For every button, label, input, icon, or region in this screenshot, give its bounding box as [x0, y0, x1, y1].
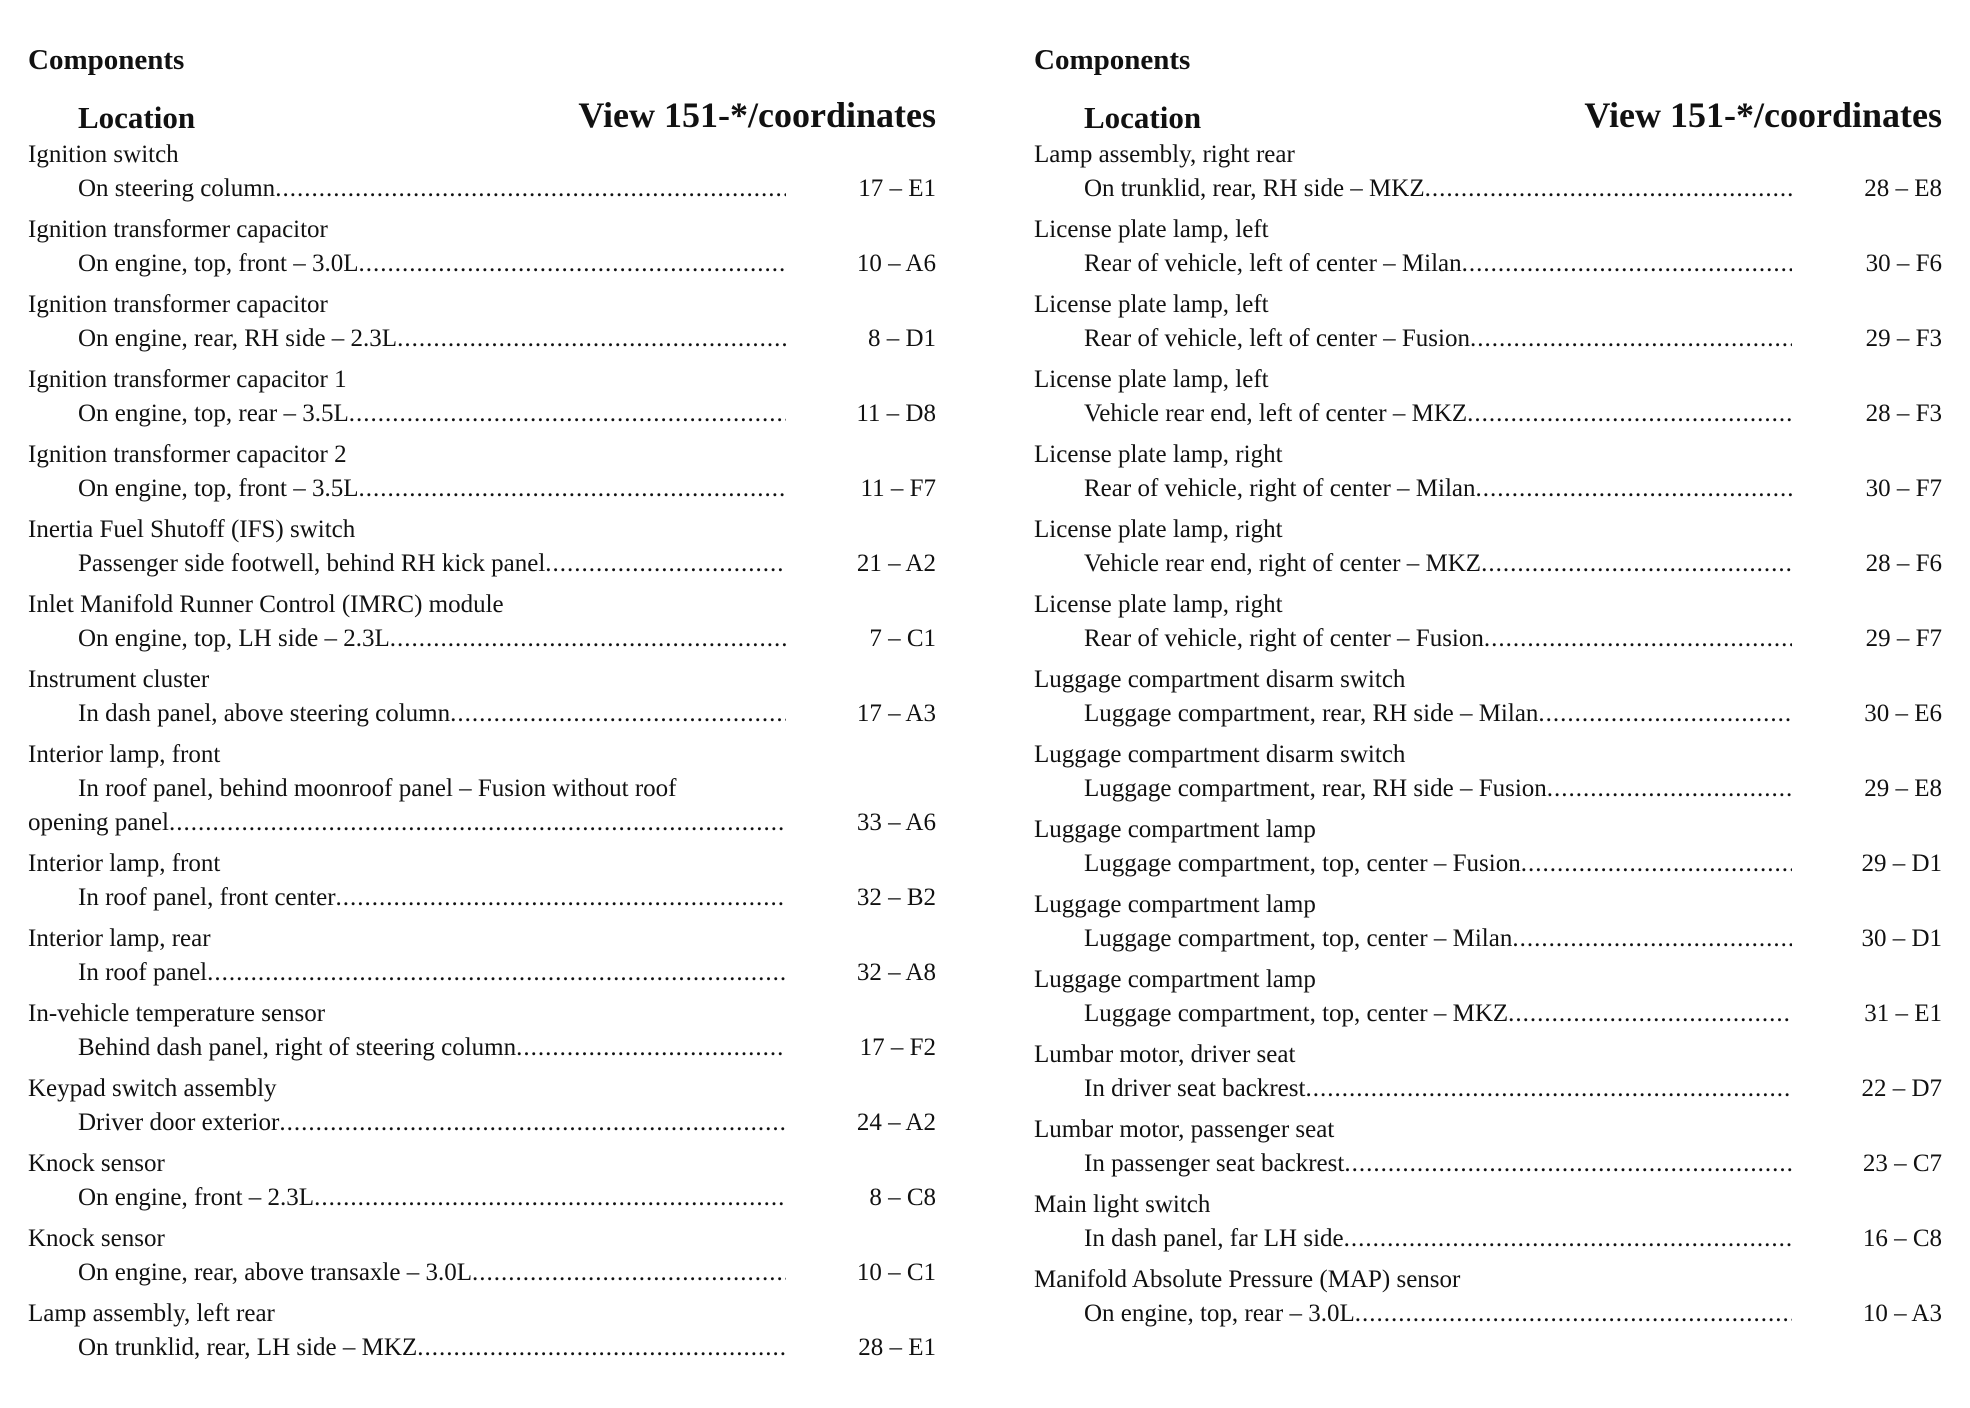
view-coordinate: 30 – D1 [1861, 925, 1942, 952]
component-name: Instrument cluster [28, 666, 210, 693]
component-name: Ignition transformer capacitor 2 [28, 441, 347, 468]
component-entry [1034, 138, 1942, 206]
location-row [1034, 322, 1942, 356]
component-entry [1034, 1263, 1942, 1331]
location-detail: In dash panel, far LH side ..... [1034, 1222, 1792, 1256]
view-coordinate: 10 – A3 [1862, 1300, 1942, 1327]
component-name: Ignition transformer capacitor [28, 216, 328, 243]
location-detail: On engine, top, front – 3.0L ..... [28, 247, 786, 281]
location-detail-line-1: In roof panel, behind moonroof panel – Fusion without roof [78, 775, 677, 802]
entry-list-right [1034, 138, 1942, 1331]
view-coordinate: 32 – A8 [856, 959, 936, 986]
location-detail: On engine, front – 2.3L ..... [28, 1181, 786, 1215]
component-name: Lamp assembly, right rear [1034, 141, 1295, 168]
view-coordinate: 22 – D7 [1861, 1075, 1942, 1102]
component-name: Ignition transformer capacitor 1 [28, 366, 347, 393]
location-row [28, 322, 936, 356]
component-entry [28, 438, 936, 506]
component-name: License plate lamp, left [1034, 216, 1269, 243]
location-detail: In passenger seat backrest ..... [1034, 1147, 1792, 1181]
component-name: In-vehicle temperature sensor [28, 1000, 326, 1027]
components-title: Components [28, 44, 185, 76]
location-row [1034, 997, 1942, 1031]
location-row [28, 772, 936, 840]
location-detail: In driver seat backrest ..... [1034, 1072, 1792, 1106]
component-name: Knock sensor [28, 1150, 165, 1177]
location-row [28, 1331, 936, 1365]
view-coordinate: 16 – C8 [1862, 1225, 1942, 1252]
view-coordinate: 32 – B2 [856, 884, 936, 911]
view-coordinate: 28 – E8 [1864, 175, 1942, 202]
location-detail: On engine, top, front – 3.5L ..... [28, 472, 786, 506]
component-name: License plate lamp, right [1034, 516, 1283, 543]
components-title: Components [1034, 44, 1191, 76]
location-row [1034, 1297, 1942, 1331]
component-name: License plate lamp, left [1034, 366, 1269, 393]
component-name: License plate lamp, right [1034, 591, 1283, 618]
component-name: Luggage compartment lamp [1034, 966, 1316, 993]
view-coordinates-header: View 151-*/coordinates [578, 95, 936, 135]
view-coordinate: 30 – F6 [1865, 250, 1942, 277]
component-name: Luggage compartment lamp [1034, 891, 1316, 918]
component-name: License plate lamp, left [1034, 291, 1269, 318]
component-entry [28, 663, 936, 731]
component-name: Inlet Manifold Runner Control (IMRC) module [28, 591, 504, 618]
location-row [1034, 472, 1942, 506]
component-name: Inertia Fuel Shutoff (IFS) switch [28, 516, 356, 543]
location-row [28, 881, 936, 915]
location-detail: On engine, top, rear – 3.5L ..... [28, 397, 786, 431]
view-coordinate: 11 – D8 [856, 400, 936, 427]
location-row [1034, 622, 1942, 656]
location-row [28, 697, 936, 731]
component-entry [1034, 588, 1942, 656]
component-name: Lumbar motor, driver seat [1034, 1041, 1296, 1068]
component-entry [1034, 288, 1942, 356]
location-detail: On trunklid, rear, LH side – MKZ ..... [28, 1331, 786, 1365]
location-detail-line-2: opening panel ..... [28, 806, 786, 840]
view-coordinate: 28 – F3 [1865, 400, 1942, 427]
location-row [28, 547, 936, 581]
location-row [28, 1031, 936, 1065]
location-detail: Luggage compartment, rear, RH side – Fusion ..... [1034, 772, 1792, 806]
component-name: Knock sensor [28, 1225, 165, 1252]
location-row [28, 472, 936, 506]
location-row [28, 956, 936, 990]
location-row [28, 622, 936, 656]
component-name: Luggage compartment disarm switch [1034, 741, 1406, 768]
location-detail: On steering column ..... [28, 172, 786, 206]
location-detail: Luggage compartment, rear, RH side – Milan ..... [1034, 697, 1792, 731]
component-name: License plate lamp, right [1034, 441, 1283, 468]
location-detail: Driver door exterior ..... [28, 1106, 786, 1140]
location-detail: On trunklid, rear, RH side – MKZ ..... [1034, 172, 1792, 206]
view-coordinate: 29 – D1 [1861, 850, 1942, 877]
location-detail-line-2-row [28, 806, 936, 840]
view-coordinate: 17 – A3 [856, 700, 936, 727]
component-entry [28, 1222, 936, 1290]
location-detail: Rear of vehicle, right of center – Milan ..... [1034, 472, 1792, 506]
location-detail: Luggage compartment, top, center – MKZ ..... [1034, 997, 1792, 1031]
view-coordinate: 29 – F7 [1865, 625, 1942, 652]
component-entry [28, 1072, 936, 1140]
view-coordinate: 8 – C8 [869, 1184, 936, 1211]
component-name: Interior lamp, rear [28, 925, 211, 952]
component-entry [28, 997, 936, 1065]
view-coordinate: 7 – C1 [869, 625, 936, 652]
component-name: Lumbar motor, passenger seat [1034, 1116, 1335, 1143]
location-header: Location [78, 100, 196, 135]
location-detail: On engine, rear, RH side – 2.3L ..... [28, 322, 786, 356]
location-detail: On engine, rear, above transaxle – 3.0L ..... [28, 1256, 786, 1290]
view-coordinate: 29 – F3 [1865, 325, 1942, 352]
component-entry [1034, 813, 1942, 881]
component-entry [28, 138, 936, 206]
location-detail: Behind dash panel, right of steering column ..... [28, 1031, 786, 1065]
view-coordinate: 24 – A2 [856, 1109, 936, 1136]
location-detail: In roof panel, front center ..... [28, 881, 786, 915]
component-entry [1034, 888, 1942, 956]
location-row [1034, 247, 1942, 281]
location-detail: Passenger side footwell, behind RH kick panel ..... [28, 547, 786, 581]
component-name: Interior lamp, front [28, 850, 221, 877]
component-entry [28, 588, 936, 656]
component-entry [28, 738, 936, 840]
column-header-row [1034, 80, 1942, 138]
view-coordinate: 23 – C7 [1862, 1150, 1942, 1177]
component-entry [1034, 738, 1942, 806]
location-row [1034, 847, 1942, 881]
component-name: Main light switch [1034, 1191, 1211, 1218]
location-row [28, 247, 936, 281]
location-row [1034, 772, 1942, 806]
view-coordinate: 30 – E6 [1864, 700, 1942, 727]
location-row [1034, 172, 1942, 206]
entry-list-left [28, 138, 936, 1365]
location-row [1034, 697, 1942, 731]
right-column [1034, 40, 1942, 1338]
component-entry [1034, 213, 1942, 281]
component-entry [28, 213, 936, 281]
location-detail: Rear of vehicle, right of center – Fusion ..... [1034, 622, 1792, 656]
component-entry [28, 1147, 936, 1215]
component-entry [1034, 1188, 1942, 1256]
view-coordinate: 10 – A6 [856, 250, 936, 277]
location-detail: In roof panel ..... [28, 956, 786, 990]
location-detail: Rear of vehicle, left of center – Milan ..... [1034, 247, 1792, 281]
component-entry [1034, 513, 1942, 581]
component-entry [1034, 963, 1942, 1031]
view-coordinate: 28 – E1 [858, 1334, 936, 1361]
component-entry [28, 847, 936, 915]
component-entry [1034, 1038, 1942, 1106]
location-detail: Vehicle rear end, right of center – MKZ ..... [1034, 547, 1792, 581]
location-row [28, 397, 936, 431]
component-name: Keypad switch assembly [28, 1075, 277, 1102]
view-coordinate: 10 – C1 [856, 1259, 936, 1286]
location-row [1034, 397, 1942, 431]
component-entry [28, 1297, 936, 1365]
component-name: Luggage compartment lamp [1034, 816, 1316, 843]
location-detail: Luggage compartment, top, center – Fusion ..... [1034, 847, 1792, 881]
component-name: Manifold Absolute Pressure (MAP) sensor [1034, 1266, 1461, 1293]
location-row [1034, 1147, 1942, 1181]
location-row [1034, 547, 1942, 581]
view-coordinate: 11 – F7 [860, 475, 936, 502]
location-header: Location [1084, 100, 1202, 135]
view-coordinate: 33 – A6 [856, 809, 936, 836]
component-entry [28, 922, 936, 990]
column-header-row [28, 80, 936, 138]
location-row [28, 1181, 936, 1215]
component-name: Luggage compartment disarm switch [1034, 666, 1406, 693]
view-coordinate: 29 – E8 [1864, 775, 1942, 802]
location-row [1034, 1072, 1942, 1106]
location-detail: Luggage compartment, top, center – Milan ..... [1034, 922, 1792, 956]
component-entry [28, 288, 936, 356]
view-coordinate: 8 – D1 [867, 325, 936, 352]
view-coordinates-header: View 151-*/coordinates [1584, 95, 1942, 135]
left-column [28, 40, 936, 1372]
location-detail: In dash panel, above steering column ..... [28, 697, 786, 731]
location-row [28, 1256, 936, 1290]
view-coordinate: 21 – A2 [856, 550, 936, 577]
component-entry [28, 363, 936, 431]
component-name: Interior lamp, front [28, 741, 221, 768]
location-row [1034, 922, 1942, 956]
view-coordinate: 28 – F6 [1865, 550, 1942, 577]
component-entry [28, 513, 936, 581]
view-coordinate: 30 – F7 [1865, 475, 1942, 502]
view-coordinate: 31 – E1 [1864, 1000, 1942, 1027]
component-entry [1034, 438, 1942, 506]
component-entry [1034, 663, 1942, 731]
view-coordinate: 17 – E1 [858, 175, 936, 202]
location-detail: Vehicle rear end, left of center – MKZ ..... [1034, 397, 1792, 431]
component-entry [1034, 1113, 1942, 1181]
location-detail: On engine, top, rear – 3.0L ..... [1034, 1297, 1792, 1331]
location-row [1034, 1222, 1942, 1256]
component-entry [1034, 363, 1942, 431]
component-name: Ignition switch [28, 141, 179, 168]
location-row [28, 1106, 936, 1140]
location-row [28, 172, 936, 206]
view-coordinate: 17 – F2 [859, 1034, 936, 1061]
component-name: Lamp assembly, left rear [28, 1300, 275, 1327]
location-detail: Rear of vehicle, left of center – Fusion ..... [1034, 322, 1792, 356]
location-detail: On engine, top, LH side – 2.3L ..... [28, 622, 786, 656]
component-name: Ignition transformer capacitor [28, 291, 328, 318]
